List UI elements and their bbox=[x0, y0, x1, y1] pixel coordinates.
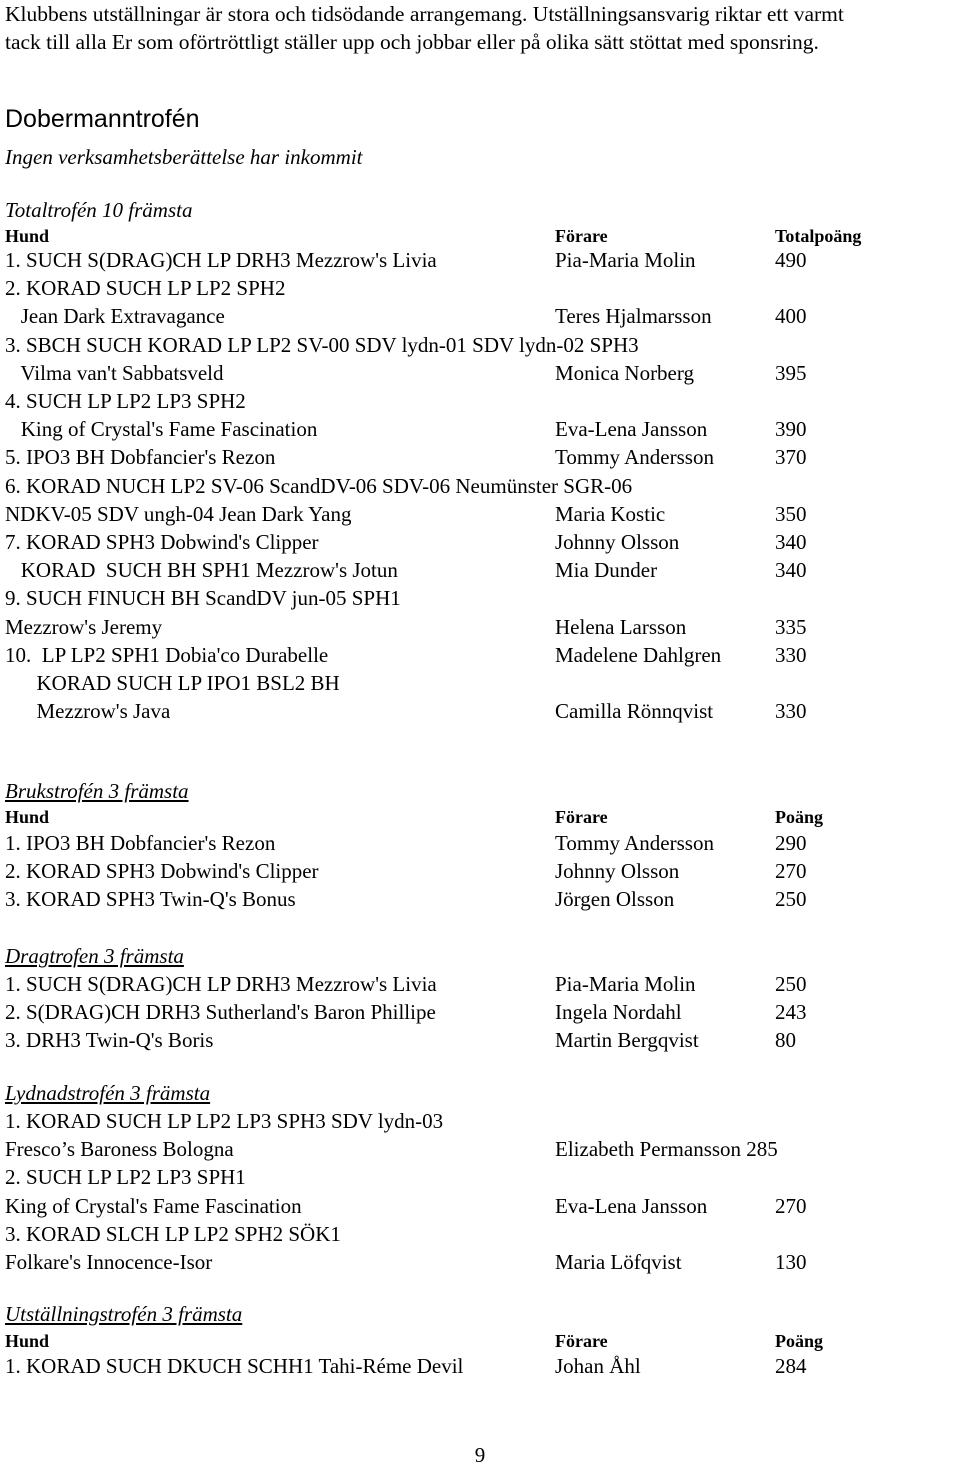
table-row bbox=[0, 1000, 960, 1024]
table-row bbox=[0, 887, 960, 911]
poang-cell: 270 bbox=[775, 859, 807, 884]
bruks-title: Brukstrofén 3 främsta bbox=[5, 779, 189, 803]
hund-cell: 1. KORAD SUCH LP LP2 LP3 SPH3 SDV lydn-03 bbox=[5, 1109, 444, 1133]
header-poang: Poäng bbox=[775, 807, 824, 827]
table-row bbox=[0, 1109, 960, 1133]
hund-cell: 6. KORAD NUCH LP2 SV-06 ScandDV-06 SDV-06 Neumünster SGR-06 bbox=[5, 473, 633, 498]
poang-cell: 284 bbox=[775, 1354, 807, 1378]
hund-cell: Folkare's Innocence-Isor bbox=[5, 1250, 213, 1274]
bruks-header-row bbox=[0, 805, 960, 829]
table-row bbox=[0, 474, 960, 498]
hund-cell: 3. KORAD SPH3 Twin-Q's Bonus bbox=[5, 887, 296, 912]
header-forare: Förare bbox=[555, 226, 608, 246]
table-row bbox=[0, 558, 960, 582]
poang-cell: 80 bbox=[775, 1028, 796, 1053]
table-row bbox=[0, 276, 960, 300]
poang-cell: 250 bbox=[775, 972, 807, 996]
poang-cell: 350 bbox=[775, 501, 807, 526]
forare-cell: Pia-Maria Molin bbox=[555, 248, 696, 272]
hund-cell: 9. SUCH FINUCH BH ScandDV jun-05 SPH1 bbox=[5, 586, 401, 611]
hund-cell: 3. DRH3 Twin-Q's Boris bbox=[5, 1028, 214, 1053]
hund-cell: King of Crystal's Fame Fascination bbox=[5, 417, 318, 442]
poang-cell: 490 bbox=[775, 248, 807, 272]
table-row bbox=[0, 389, 960, 413]
hund-cell: 3. KORAD SLCH LP LP2 SPH2 SÖK1 bbox=[5, 1221, 341, 1246]
forare-cell: Monica Norberg bbox=[555, 360, 694, 385]
forare-cell: Elizabeth Permansson 285 bbox=[555, 1137, 778, 1162]
forare-cell: Helena Larsson bbox=[555, 614, 687, 639]
header-hund: Hund bbox=[5, 1331, 50, 1351]
hund-cell: 2. S(DRAG)CH DRH3 Sutherland's Baron Phillipe bbox=[5, 1000, 436, 1025]
hund-cell: 2. SUCH LP LP2 LP3 SPH1 bbox=[5, 1165, 246, 1190]
hund-cell: 1. KORAD SUCH DKUCH SCHH1 Tahi-Réme Devil bbox=[5, 1354, 464, 1378]
header-poang: Totalpoäng bbox=[775, 226, 862, 246]
header-hund: Hund bbox=[5, 807, 50, 827]
forare-cell: Jörgen Olsson bbox=[555, 887, 675, 912]
hund-cell: NDKV-05 SDV ungh-04 Jean Dark Yang bbox=[5, 501, 352, 526]
header-hund: Hund bbox=[5, 226, 50, 246]
forare-cell: Mia Dunder bbox=[555, 558, 658, 583]
total-title: Totaltrofén 10 främsta bbox=[5, 198, 193, 222]
table-row bbox=[0, 671, 960, 695]
table-row bbox=[0, 333, 960, 357]
table-row bbox=[0, 361, 960, 385]
table-row bbox=[0, 831, 960, 855]
table-row bbox=[0, 1354, 960, 1378]
page-number: 9 bbox=[474, 1443, 486, 1467]
header-forare: Förare bbox=[555, 1331, 608, 1351]
table-row bbox=[0, 417, 960, 441]
forare-cell: Maria Kostic bbox=[555, 501, 666, 526]
hund-cell: KORAD SUCH LP IPO1 BSL2 BH bbox=[5, 671, 340, 695]
hund-cell: 4. SUCH LP LP2 LP3 SPH2 bbox=[5, 389, 246, 413]
table-row bbox=[0, 1165, 960, 1189]
hund-cell: 2. KORAD SPH3 Dobwind's Clipper bbox=[5, 859, 319, 884]
forare-cell: Johnny Olsson bbox=[555, 530, 680, 554]
forare-cell: Pia-Maria Molin bbox=[555, 972, 696, 996]
hund-cell: Mezzrow's Java bbox=[5, 699, 171, 724]
hund-cell: 3. SBCH SUCH KORAD LP LP2 SV-00 SDV lydn-01 SDV lydn-02 SPH3 bbox=[5, 332, 639, 357]
utst-header-row bbox=[0, 1329, 960, 1353]
hund-cell: 1. SUCH S(DRAG)CH LP DRH3 Mezzrow's Livia bbox=[5, 248, 437, 272]
forare-cell: Tommy Andersson bbox=[555, 831, 714, 855]
poang-cell: 243 bbox=[775, 1000, 807, 1025]
utst-title: Utställningstrofén 3 främsta bbox=[5, 1302, 243, 1326]
hund-cell: Fresco’s Baroness Bologna bbox=[5, 1137, 234, 1162]
forare-cell: Johnny Olsson bbox=[555, 859, 680, 884]
hund-cell: KORAD SUCH BH SPH1 Mezzrow's Jotun bbox=[5, 558, 398, 583]
hund-cell: Jean Dark Extravagance bbox=[5, 304, 225, 329]
poang-cell: 390 bbox=[775, 417, 807, 442]
hund-cell: 7. KORAD SPH3 Dobwind's Clipper bbox=[5, 530, 319, 554]
table-row bbox=[0, 1222, 960, 1246]
hund-cell: 5. IPO3 BH Dobfancier's Rezon bbox=[5, 445, 276, 470]
table-row bbox=[0, 586, 960, 610]
hund-cell: 2. KORAD SUCH LP LP2 SPH2 bbox=[5, 276, 286, 301]
table-row bbox=[0, 972, 960, 996]
section-subtitle: Ingen verksamhetsberättelse har inkommit bbox=[5, 145, 363, 169]
header-forare: Förare bbox=[555, 807, 608, 827]
table-row bbox=[0, 1028, 960, 1052]
hund-cell: King of Crystal's Fame Fascination bbox=[5, 1193, 302, 1218]
poang-cell: 330 bbox=[775, 642, 807, 667]
poang-cell: 335 bbox=[775, 614, 807, 639]
table-row bbox=[0, 1194, 960, 1218]
table-row bbox=[0, 859, 960, 883]
poang-cell: 270 bbox=[775, 1193, 807, 1218]
forare-cell: Camilla Rönnqvist bbox=[555, 699, 714, 724]
poang-cell: 395 bbox=[775, 360, 807, 385]
poang-cell: 340 bbox=[775, 530, 807, 554]
poang-cell: 330 bbox=[775, 699, 807, 724]
lydnad-title: Lydnadstrofén 3 främsta bbox=[5, 1081, 211, 1105]
header-poang: Poäng bbox=[775, 1331, 824, 1351]
forare-cell: Eva-Lena Jansson bbox=[555, 1193, 708, 1218]
poang-cell: 290 bbox=[775, 831, 807, 855]
table-row bbox=[0, 304, 960, 328]
poang-cell: 400 bbox=[775, 304, 807, 329]
poang-cell: 130 bbox=[775, 1250, 807, 1274]
forare-cell: Eva-Lena Jansson bbox=[555, 417, 708, 442]
forare-cell: Madelene Dahlgren bbox=[555, 642, 722, 667]
hund-cell: 10. LP LP2 SPH1 Dobia'co Durabelle bbox=[5, 642, 329, 667]
table-row bbox=[0, 699, 960, 723]
table-row bbox=[0, 445, 960, 469]
table-row bbox=[0, 1137, 960, 1161]
poang-cell: 370 bbox=[775, 445, 807, 470]
poang-cell: 250 bbox=[775, 887, 807, 912]
hund-cell: 1. SUCH S(DRAG)CH LP DRH3 Mezzrow's Livia bbox=[5, 972, 437, 996]
table-row bbox=[0, 502, 960, 526]
forare-cell: Maria Löfqvist bbox=[555, 1250, 682, 1274]
hund-cell: Mezzrow's Jeremy bbox=[5, 614, 163, 639]
table-row bbox=[0, 643, 960, 667]
total-header-row bbox=[0, 224, 960, 248]
intro-line-1: Klubbens utställningar är stora och tidsödande arrangemang. Utställningsansvarig riktar ett varmt bbox=[5, 2, 844, 26]
table-row bbox=[0, 248, 960, 272]
forare-cell: Tommy Andersson bbox=[555, 445, 714, 470]
intro-line-2: tack till alla Er som oförtröttligt ställer upp och jobbar eller på olika sätt stöttat med sponsring. bbox=[5, 30, 819, 54]
table-row bbox=[0, 1250, 960, 1274]
table-row bbox=[0, 530, 960, 554]
forare-cell: Ingela Nordahl bbox=[555, 1000, 682, 1025]
poang-cell: 340 bbox=[775, 558, 807, 583]
section-title: Dobermanntrofén bbox=[5, 105, 200, 133]
hund-cell: 1. IPO3 BH Dobfancier's Rezon bbox=[5, 831, 276, 855]
forare-cell: Teres Hjalmarsson bbox=[555, 304, 712, 329]
drag-title: Dragtrofen 3 främsta bbox=[5, 944, 184, 968]
forare-cell: Johan Åhl bbox=[555, 1354, 641, 1378]
forare-cell: Martin Bergqvist bbox=[555, 1028, 699, 1053]
hund-cell: Vilma van't Sabbatsveld bbox=[5, 360, 224, 385]
table-row bbox=[0, 615, 960, 639]
